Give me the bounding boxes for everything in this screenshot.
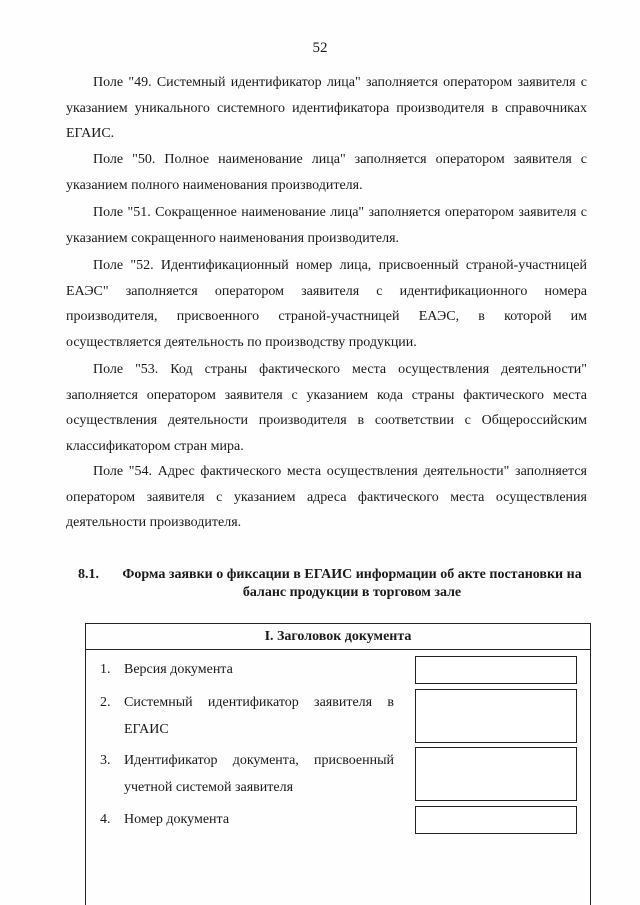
form-row [86,804,590,840]
row-label: Номер документа [124,812,230,827]
document-number-field[interactable] [415,806,577,834]
row-number: 3. [100,753,111,768]
paragraph-field-54: Поле "54. Адрес фактического места осуществления деятельности" заполняется оператором заявителя с указанием адреса фактического места осуществления деятельности производителя. [66,464,587,530]
section-title: Форма заявки о фиксации в ЕГАИС информации об акте постановки на баланс продукции в торговом зале [122,567,582,600]
paragraph-field-52: Поле "52. Идентификационный номер лица, присвоенный страной-участницей ЕАЭС" заполняется оператором заявителя с идентификационного номера производителя, присвоенного страной-участницей ЕАЭС, в которой им осуществляется деятельность по производству продукции. [66,258,587,350]
row-number: 2. [100,695,111,710]
form-table [85,623,591,905]
row-number: 4. [100,812,111,827]
form-row [86,745,590,803]
row-label: Системный идентификатор заявителя в ЕГАИС [124,695,394,737]
paragraph-field-53: Поле "53. Код страны фактического места осуществления деятельности" заполняется оператором заявителя с указанием кода страны фактического места осуществления деятельности производителя в соответствии с Общероссийским классификатором стран мира. [66,362,587,454]
paragraph-field-49: Поле "49. Системный идентификатор лица" заполняется оператором заявителя с указанием уникального системного идентификатора производителя в справочниках ЕГАИС. [66,75,587,141]
row-number: 1. [100,662,111,677]
paragraph-field-50: Поле "50. Полное наименование лица" заполняется оператором заявителя с указанием полного наименования производителя. [66,152,587,193]
section-number: 8.1. [78,567,99,582]
applicant-system-id-field[interactable] [415,689,577,743]
row-label: Идентификатор документа, присвоенный учетной системой заявителя [124,753,394,795]
paragraph-field-51: Поле "51. Сокращенное наименование лица" заполняется оператором заявителя с указанием сокращенного наименования производителя. [66,205,587,246]
section-heading [78,566,588,602]
document-id-field[interactable] [415,747,577,801]
form-row [86,687,590,745]
page-number: 52 [312,40,328,56]
form-row [86,651,590,687]
document-version-field[interactable] [415,656,577,684]
row-label: Версия документа [124,662,233,677]
form-section-header: I. Заголовок документа [86,624,590,650]
